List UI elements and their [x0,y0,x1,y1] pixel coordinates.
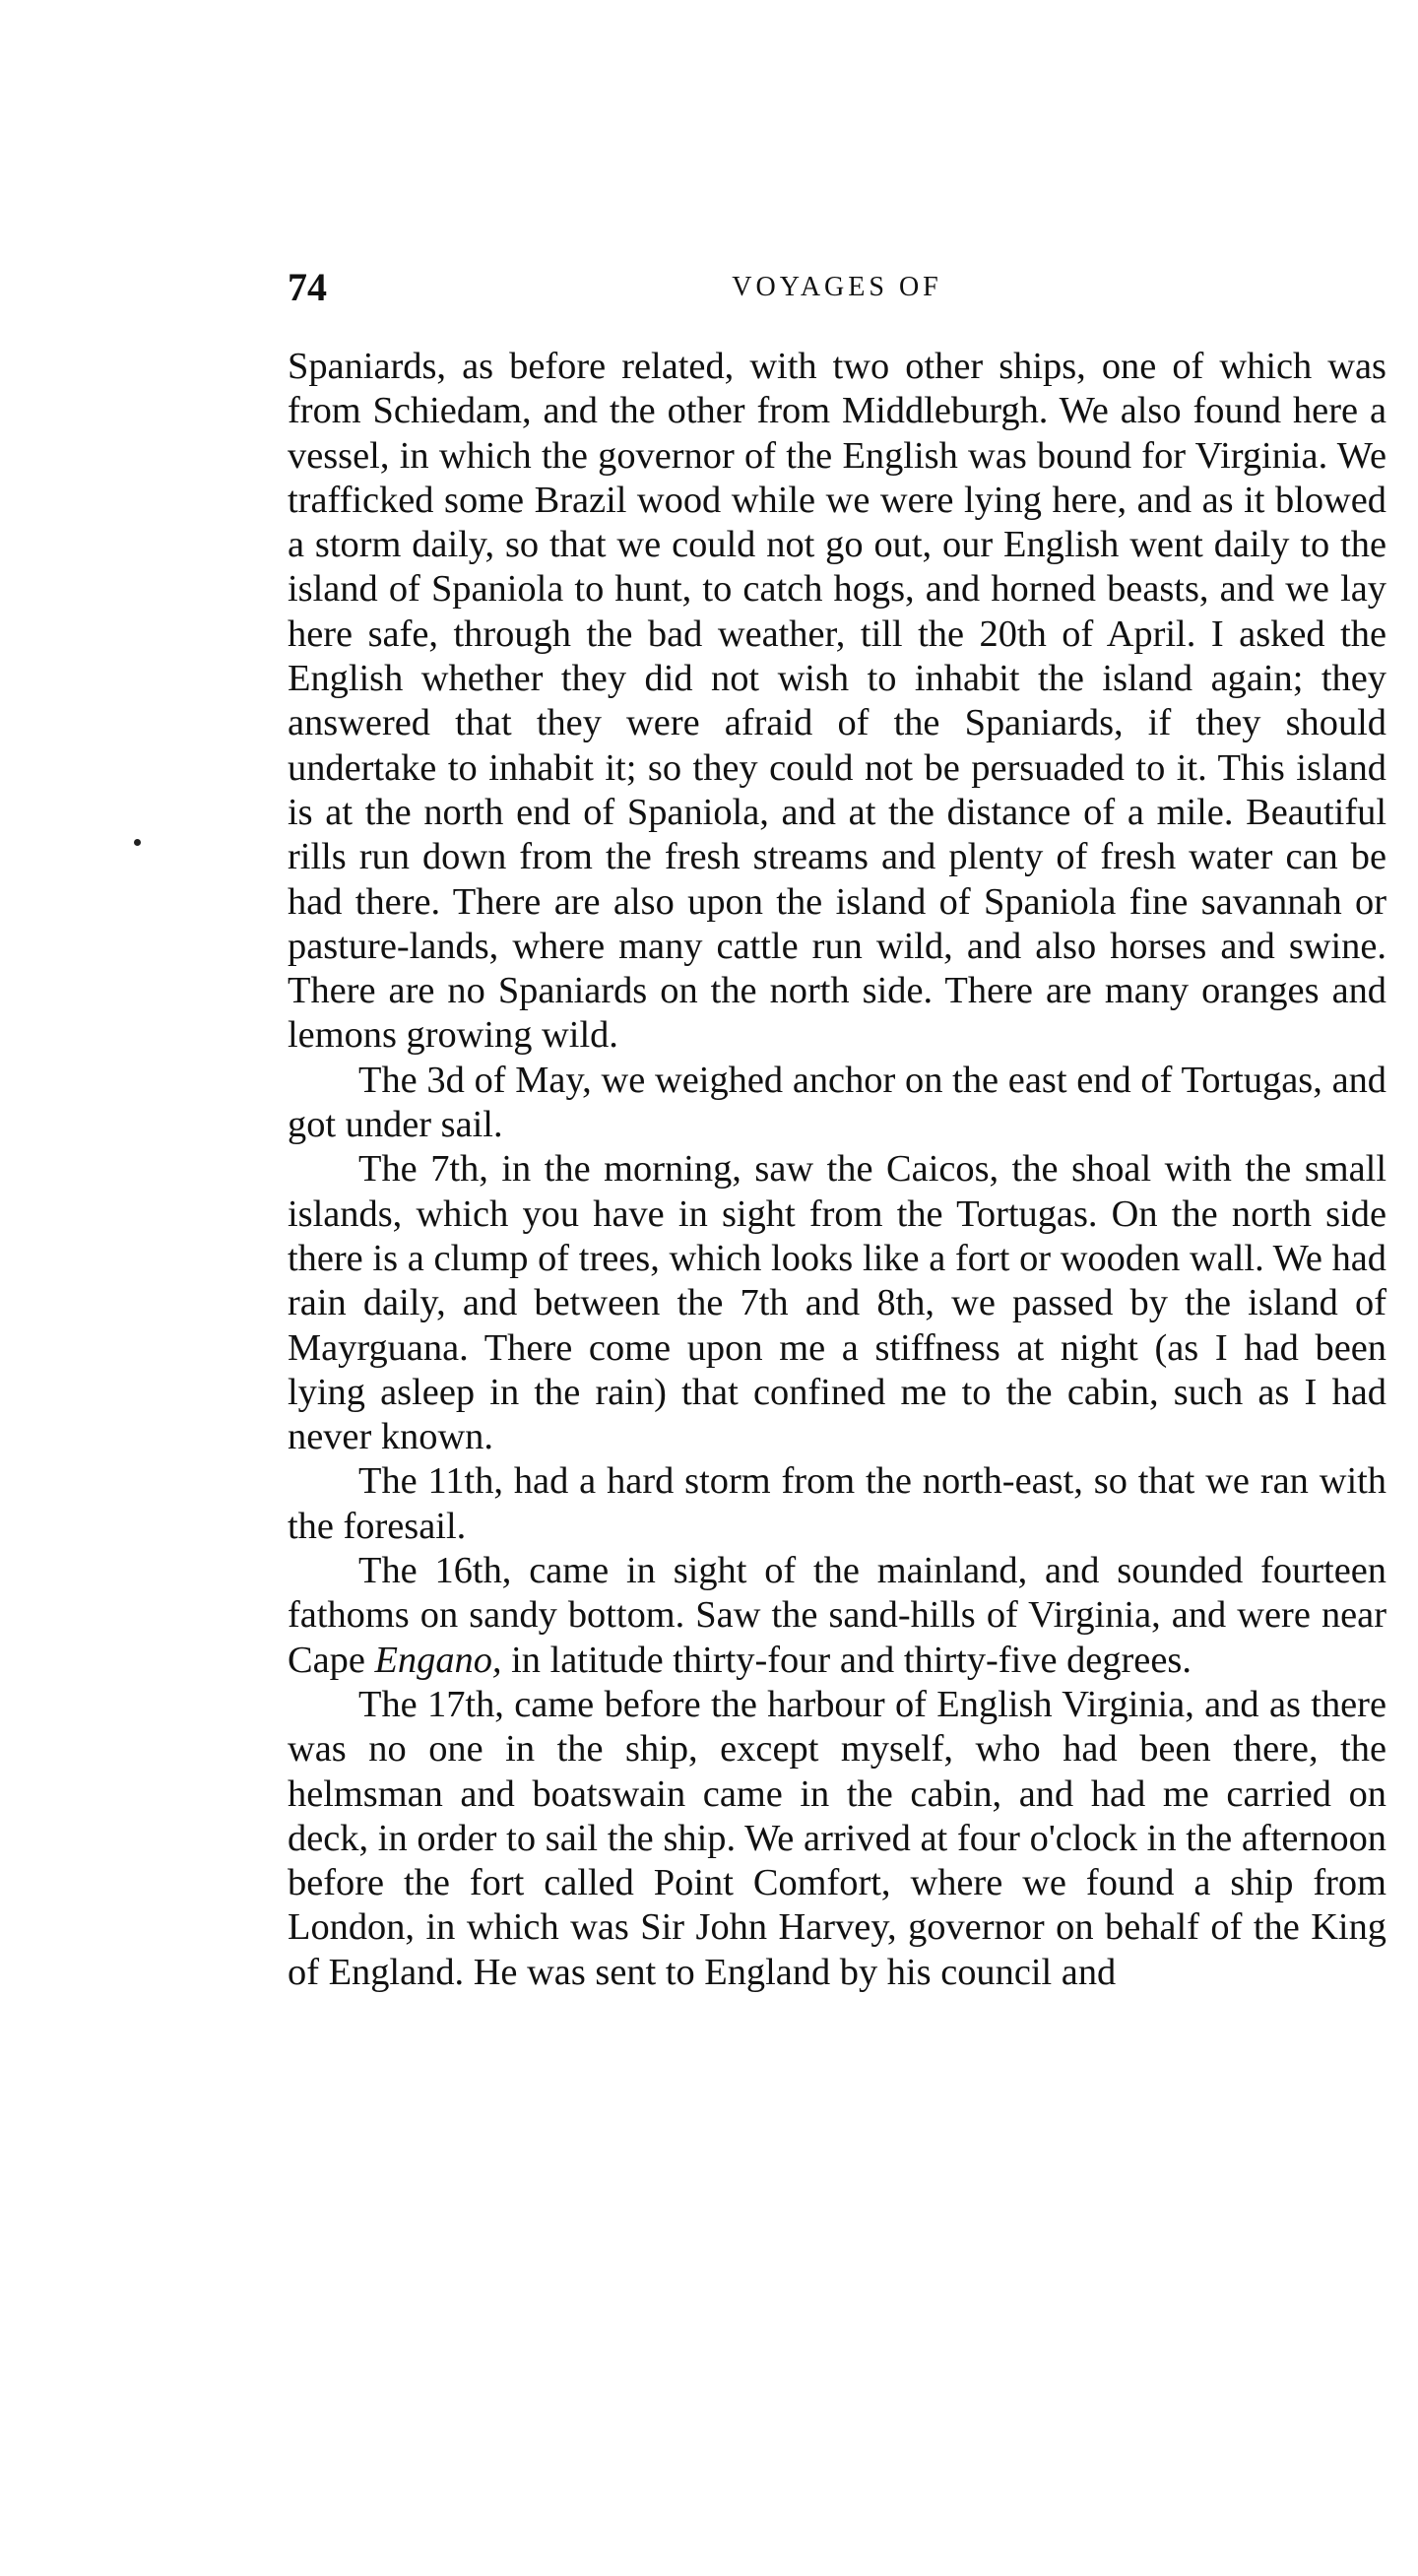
paragraph-text: in latitude thirty-four and thirty-five degrees. [501,1639,1192,1681]
paragraph-text: The 16th, came in sight of the mainland, and sounded fourteen fathoms on sandy bottom. Saw the sand-hills of Virginia, and were near Cape [288,1550,1386,1681]
page-number: 74 [288,265,327,309]
paragraph: The 11th, had a hard storm from the north-east, so that we ran with the foresail. [288,1460,1386,1547]
margin-mark [134,839,141,846]
place-name-italic: Engano, [374,1639,502,1681]
paragraph: The 3d of May, we weighed anchor on the east end of Tortugas, and got under sail. [288,1059,1386,1146]
page-body [288,345,1386,1995]
paragraph [288,1549,1386,1683]
paragraph: The 17th, came before the harbour of English Virginia, and as there was no one in the ship, except myself, who had been there, the helmsman and boatswain came in the cabin, and had me carried on deck, in order to sail the ship. We arrived at four o'clock in the afternoon before the fort called Point Comfort, where we found a ship from London, in which was Sir John Harvey, governor on behalf of the King of England. He was sent to England by his council and [288,1683,1386,1993]
paragraph: Spaniards, as before related, with two other ships, one of which was from Schiedam, and the other from Middleburgh. We also found here a vessel, in which the governor of the English was bound for Virginia. We trafficked some Brazil wood while we were lying here, and as it blowed a storm daily, so that we could not go out, our English went daily to the island of Spaniola to hunt, to catch hogs, and horned beasts, and we lay here safe, through the bad weather, till the 20th of April. I asked the English whether they did not wish to inhabit the island again; they answered that they were afraid of the Spaniards, if they should undertake to inhabit it; so they could not be persuaded to it. This island is at the north end of Spaniola, and at the distance of a mile. Beautiful rills run down from the fresh streams and plenty of fresh water can be had there. There are also upon the island of Spaniola fine savannah or pasture-lands, where many cattle run wild, and also horses and swine. There are no Spaniards on the north side. There are many oranges and lemons growing wild. [288,346,1386,1057]
paragraph: The 7th, in the morning, saw the Caicos, the shoal with the small islands, which you have in sight from the Tortugas. On the north side there is a clump of trees, which looks like a fort or wooden wall. We had rain daily, and between the 7th and 8th, we passed by the island of Mayrguana. There come upon me a stiffness at night (as I had been lying asleep in the rain) that confined me to the cabin, such as I had never known. [288,1148,1386,1458]
page-header [288,258,1386,317]
running-head: VOYAGES OF [732,272,942,302]
